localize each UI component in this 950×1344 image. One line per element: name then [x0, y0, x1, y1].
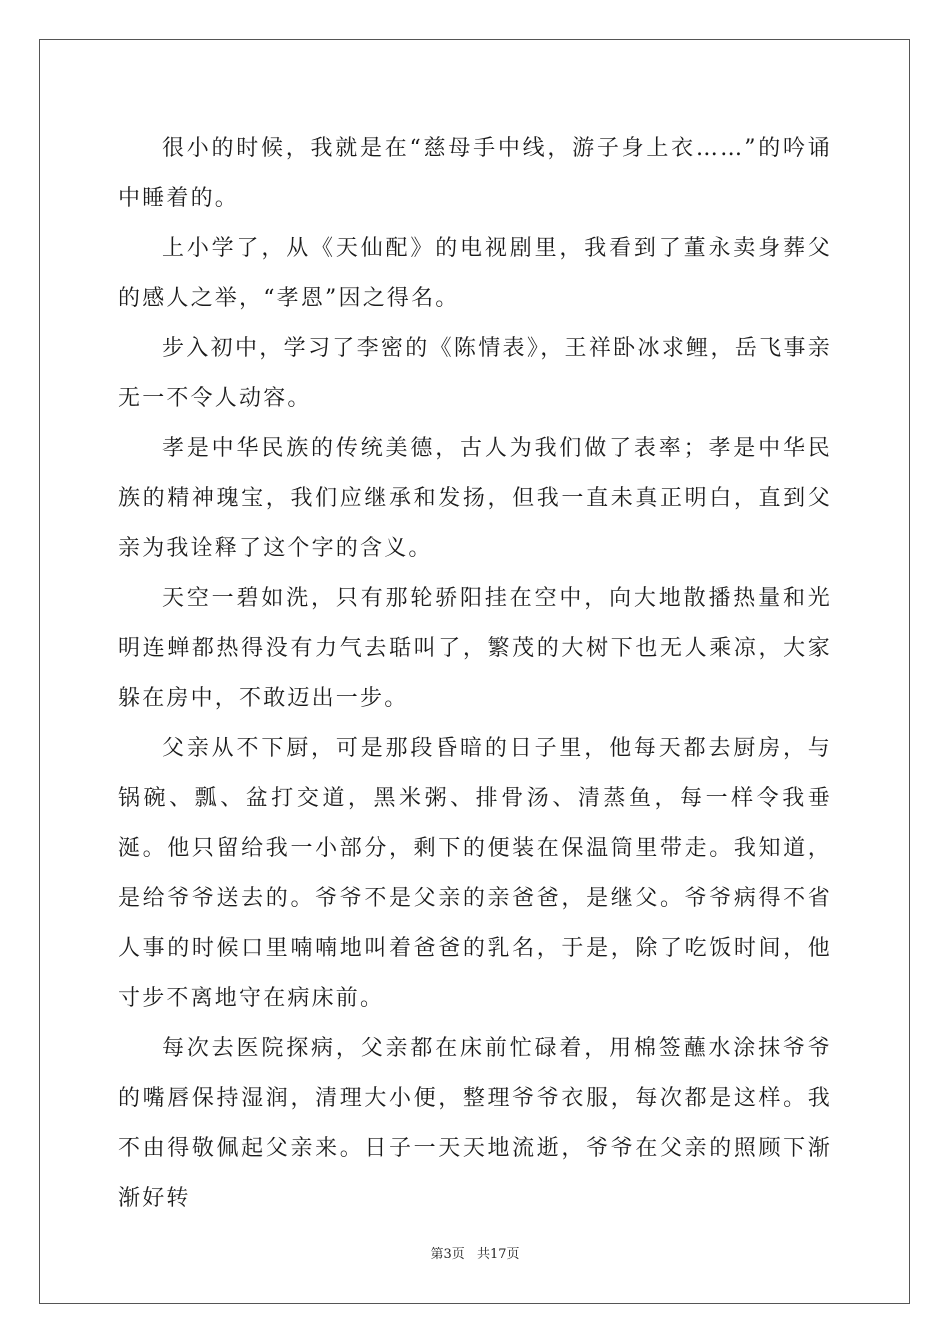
paragraph-7: 每次去医院探病，父亲都在床前忙碌着，用棉签蘸水涂抹爷爷的嘴唇保持湿润，清理大小便，整理爷爷衣服，每次都是这样。我不由得敬佩起父亲来。日子一天天地流逝，爷爷在父亲的照顾下渐渐好转 [118, 1036, 832, 1211]
paragraph-1: 很小的时候，我就是在“慈母手中线，游子身上衣……”的吟诵中睡着的。 [118, 136, 832, 211]
paragraph-5: 天空一碧如洗，只有那轮骄阳挂在空中，向大地散播热量和光明连蝉都热得没有力气去聒叫了，繁茂的大树下也无人乘凉，大家躲在房中，不敢迈出一步。 [118, 586, 832, 711]
document-body [118, 124, 832, 1224]
paragraph-6: 父亲从不下厨，可是那段昏暗的日子里，他每天都去厨房，与锅碗、瓢、盆打交道，黑米粥、排骨汤、清蒸鱼，每一样令我垂涎。他只留给我一小部分，剩下的便装在保温筒里带走。我知道，是给爷爷送去的。爷爷不是父亲的亲爸爸，是继父。爷爷病得不省人事的时候口里喃喃地叫着爸爸的乳名，于是，除了吃饭时间，他寸步不离地守在病床前。 [118, 736, 832, 1011]
paragraph-4: 孝是中华民族的传统美德，古人为我们做了表率；孝是中华民族的精神瑰宝，我们应继承和发扬，但我一直未真正明白，直到父亲为我诠释了这个字的含义。 [118, 436, 832, 561]
paragraph-3: 步入初中，学习了李密的《陈情表》，王祥卧冰求鲤，岳飞事亲无一不令人动容。 [118, 336, 832, 411]
page-number: 第3页 [430, 1247, 465, 1262]
paragraph-2: 上小学了，从《天仙配》的电视剧里，我看到了董永卖身葬父的感人之举，“孝恩”因之得名。 [118, 236, 832, 311]
page-total: 共17页 [476, 1247, 520, 1262]
page-footer [0, 1243, 950, 1262]
